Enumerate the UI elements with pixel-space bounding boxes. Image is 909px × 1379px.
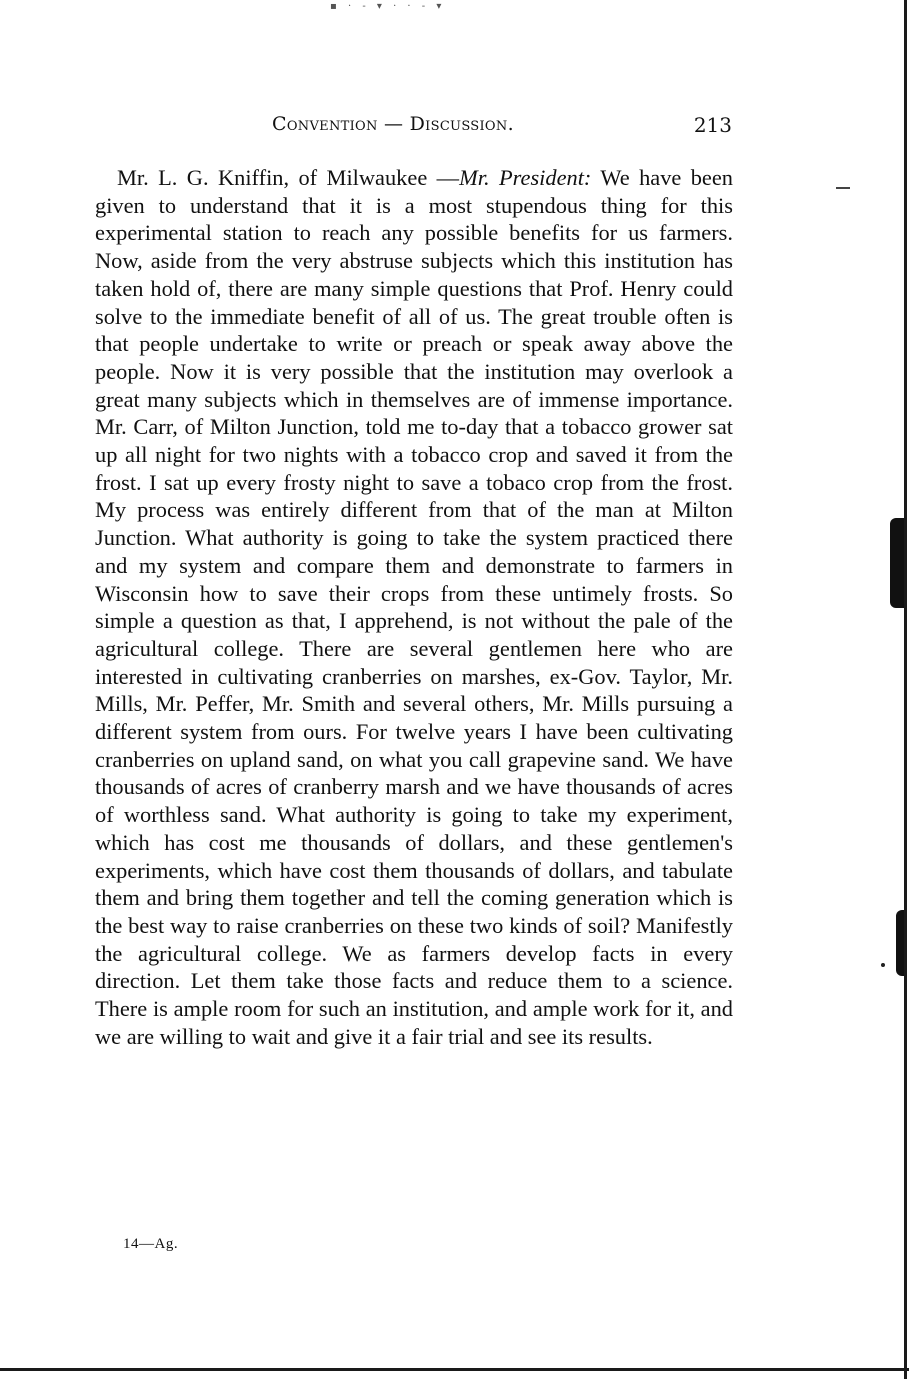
speaker-address: Mr. President: xyxy=(459,165,592,190)
speech-text: We have been given to understand that it is a most stupendous thing for this experimental station to reach any possible benefits for us farmers. Now, aside from the very abstruse subjects which this institution has taken hold of, there are many simple questions that Prof. Henry could solve to the immediate benefit of all of us. The great trouble often is that people undertake to write or preach or speak away above the people. Now it is very possible that the institution may overlook a great many subjects which in themselves are of immense importance. Mr. Carr, of Milton Junction, told me to-day that a tobacco grower sat up all night for two nights with a tobacco crop and saved it from the frost. I sat up every frosty night to save a tobaco crop from the frost. My process was entirely different from that of the man at Milton Junction. What authority is going to take the system practiced there and my system and compare them and demonstrate to farmers in Wisconsin how to save their crops from these untimely frosts. So simple a question as that, I apprehend, is not without the pale of the agricultural college. There are several gentlemen here who are interested in cultivating cranberries on marshes, ex-Gov. Taylor, Mr. Mills, Mr. Peffer, Mr. Smith and several others, Mr. Mills pursuing a different system from ours. For twelve years I have been cultivating cranberries on upland sand, on what you call grapevine sand. We have thousands of acres of cranberry marsh and we have thousands of acres of worthless sand. What authority is going to take my experiment, which has cost me thousands of dollars, and these gentlemen's experiments, which have cost them thousands of dollars, and tabulate them and bring them together and tell the coming generation which is the best way to raise cranberries on these two kinds of soil? Manifestly the agricultural college. We as farmers develop facts in every direction. Let them take those facts and reduce them to a science. There is ample room for such an institution, and ample work for it, and we are willing to wait and give it a fair trial and see its results. xyxy=(95,165,734,1049)
speaker-name: Mr. L. G. Kniffin, of Milwaukee — xyxy=(117,165,460,190)
body-paragraph xyxy=(95,164,733,1051)
page-edge-bottom xyxy=(0,1368,909,1371)
margin-dash xyxy=(836,187,850,189)
scan-smudge: ▪ · ‐ ▾ · · ‐ ▾ xyxy=(330,2,446,12)
margin-dot xyxy=(881,963,885,967)
page-edge-right xyxy=(904,0,907,1379)
signature-mark: 14—Ag. xyxy=(123,1236,179,1252)
page-header xyxy=(272,113,732,143)
running-head: Convention — Discussion. xyxy=(272,113,514,135)
page-number: 213 xyxy=(693,113,732,137)
